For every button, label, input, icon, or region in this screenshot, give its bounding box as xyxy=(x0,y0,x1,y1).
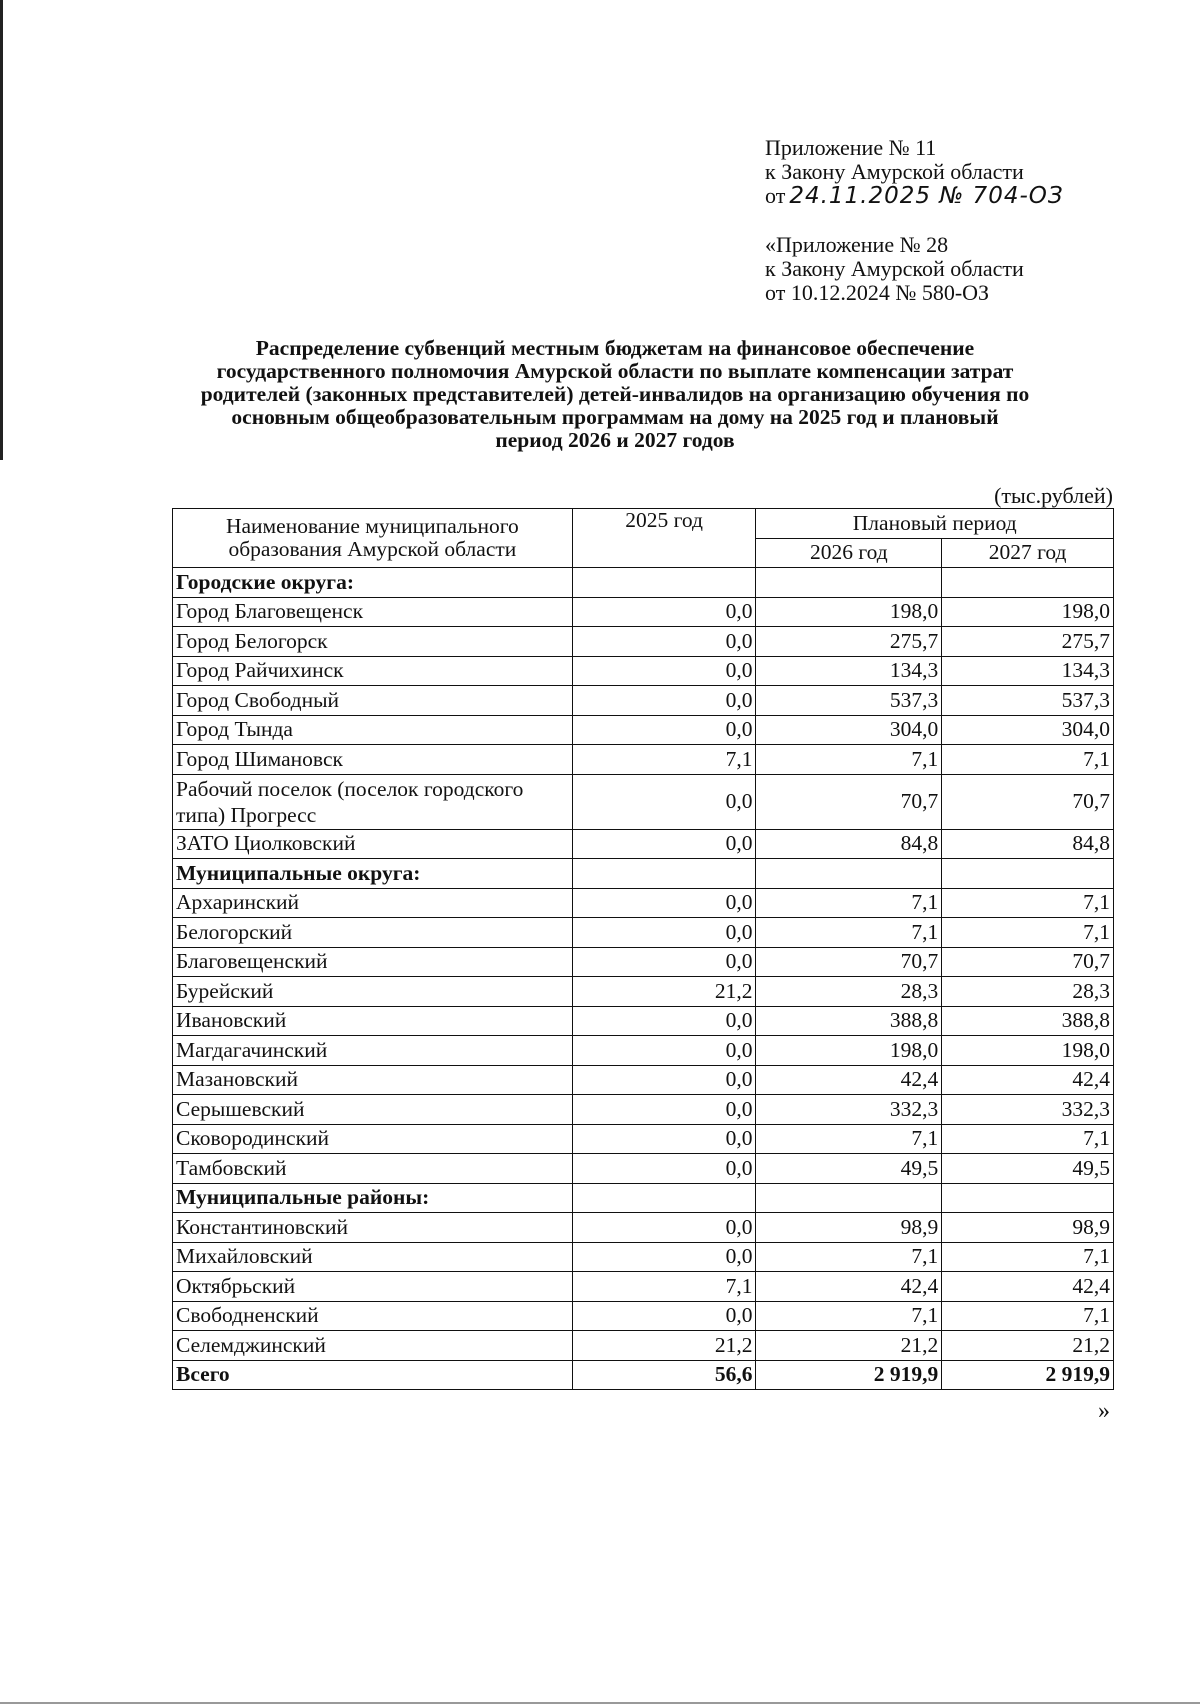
value-2025: 0,0 xyxy=(572,888,756,918)
section-row xyxy=(173,859,1114,889)
appendix-amended-law: к Закону Амурской области xyxy=(765,256,1024,281)
value-2025: 0,0 xyxy=(572,1065,756,1095)
units-label: (тыс.рублей) xyxy=(994,483,1113,508)
value-2027: 332,3 xyxy=(942,1095,1114,1125)
value-2025: 0,0 xyxy=(572,656,756,686)
municipality-name: Благовещенский xyxy=(173,947,573,977)
value-2027: 198,0 xyxy=(942,1036,1114,1066)
appendix-current-number: Приложение № 11 xyxy=(765,135,937,160)
value-2025: 0,0 xyxy=(572,1095,756,1125)
municipality-name: ЗАТО Циолковский xyxy=(173,829,573,859)
table-row xyxy=(173,656,1114,686)
table-row xyxy=(173,1095,1114,1125)
municipality-name: Магдагачинский xyxy=(173,1036,573,1066)
value-2027: 70,7 xyxy=(942,947,1114,977)
value-2026: 21,2 xyxy=(756,1331,942,1361)
title-line: Распределение субвенций местным бюджетам на финансовое обеспечение xyxy=(255,336,975,360)
appendix-current-law: к Закону Амурской области xyxy=(765,159,1024,184)
municipality-name: Михайловский xyxy=(173,1242,573,1272)
empty-cell xyxy=(572,859,756,889)
value-2025: 0,0 xyxy=(572,1301,756,1331)
municipality-name: Селемджинский xyxy=(173,1331,573,1361)
value-2027: 7,1 xyxy=(942,745,1114,775)
value-2027: 7,1 xyxy=(942,918,1114,948)
municipality-name: Бурейский xyxy=(173,977,573,1007)
total-2027: 2 919,9 xyxy=(942,1360,1114,1390)
value-2025: 7,1 xyxy=(572,1272,756,1302)
table-row xyxy=(173,745,1114,775)
value-2025: 0,0 xyxy=(572,1006,756,1036)
value-2026: 70,7 xyxy=(756,774,942,829)
header-municipality-line1: Наименование муниципального xyxy=(225,514,519,538)
value-2027: 275,7 xyxy=(942,627,1114,657)
table-row xyxy=(173,1242,1114,1272)
municipality-name: Город Тында xyxy=(173,715,573,745)
value-2026: 84,8 xyxy=(756,829,942,859)
section-title: Муниципальные районы: xyxy=(173,1183,573,1213)
value-2027: 49,5 xyxy=(942,1154,1114,1184)
value-2025: 0,0 xyxy=(572,627,756,657)
value-2027: 98,9 xyxy=(942,1213,1114,1243)
municipality-name: Город Райчихинск xyxy=(173,656,573,686)
municipality-name: Мазановский xyxy=(173,1065,573,1095)
empty-cell xyxy=(756,1183,942,1213)
appendix-current xyxy=(765,136,1064,208)
value-2026: 49,5 xyxy=(756,1154,942,1184)
value-2027: 42,4 xyxy=(942,1272,1114,1302)
value-2027: 7,1 xyxy=(942,888,1114,918)
total-2025: 56,6 xyxy=(572,1360,756,1390)
table-row xyxy=(173,1154,1114,1184)
header-planning-period: Плановый период xyxy=(756,509,1114,539)
empty-cell xyxy=(756,568,942,598)
empty-cell xyxy=(942,859,1114,889)
municipality-name: Сковородинский xyxy=(173,1124,573,1154)
table-row xyxy=(173,829,1114,859)
municipality-name: Тамбовский xyxy=(173,1154,573,1184)
value-2027: 198,0 xyxy=(942,597,1114,627)
municipality-name: Город Благовещенск xyxy=(173,597,573,627)
value-2026: 98,9 xyxy=(756,1213,942,1243)
table-row xyxy=(173,1006,1114,1036)
section-title: Муниципальные округа: xyxy=(173,859,573,889)
value-2027: 388,8 xyxy=(942,1006,1114,1036)
table-row xyxy=(173,1036,1114,1066)
title-line: государственного полномочия Амурской области по выплате компенсации затрат xyxy=(216,359,1014,383)
appendix-amended-number: «Приложение № 28 xyxy=(765,232,949,257)
table-row xyxy=(173,918,1114,948)
value-2025: 0,0 xyxy=(572,1124,756,1154)
municipality-name: Город Свободный xyxy=(173,686,573,716)
value-2026: 7,1 xyxy=(756,1242,942,1272)
municipality-name: Константиновский xyxy=(173,1213,573,1243)
table-row xyxy=(173,1301,1114,1331)
value-2027: 70,7 xyxy=(942,774,1114,829)
municipality-name: Октябрьский xyxy=(173,1272,573,1302)
value-2027: 28,3 xyxy=(942,977,1114,1007)
value-2026: 304,0 xyxy=(756,715,942,745)
table-row xyxy=(173,947,1114,977)
value-2026: 7,1 xyxy=(756,745,942,775)
header-municipality xyxy=(173,509,573,568)
value-2027: 42,4 xyxy=(942,1065,1114,1095)
table-header-row xyxy=(173,509,1114,539)
empty-cell xyxy=(572,568,756,598)
municipality-name: Город Шимановск xyxy=(173,745,573,775)
total-row xyxy=(173,1360,1114,1390)
value-2027: 7,1 xyxy=(942,1124,1114,1154)
table-row xyxy=(173,1065,1114,1095)
value-2027: 537,3 xyxy=(942,686,1114,716)
value-2027: 21,2 xyxy=(942,1331,1114,1361)
value-2025: 0,0 xyxy=(572,1036,756,1066)
value-2025: 0,0 xyxy=(572,918,756,948)
value-2026: 198,0 xyxy=(756,1036,942,1066)
municipality-name: Свободненский xyxy=(173,1301,573,1331)
empty-cell xyxy=(942,568,1114,598)
section-row xyxy=(173,1183,1114,1213)
value-2026: 198,0 xyxy=(756,597,942,627)
appendix-amended-date: от 10.12.2024 № 580-ОЗ xyxy=(765,280,990,305)
value-2026: 7,1 xyxy=(756,1124,942,1154)
scan-edge-bottom xyxy=(0,1702,1200,1704)
section-row xyxy=(173,568,1114,598)
closing-quote: » xyxy=(1098,1398,1110,1424)
appendix-amended xyxy=(765,233,1024,305)
value-2026: 134,3 xyxy=(756,656,942,686)
header-year-2025: 2025 год xyxy=(572,509,756,568)
table-row xyxy=(173,977,1114,1007)
municipality-name: Архаринский xyxy=(173,888,573,918)
header-year-2027: 2027 год xyxy=(942,538,1114,568)
appendix-current-date xyxy=(765,184,1064,208)
value-2025: 0,0 xyxy=(572,597,756,627)
section-title: Городские округа: xyxy=(173,568,573,598)
municipality-name: Белогорский xyxy=(173,918,573,948)
table-row xyxy=(173,1331,1114,1361)
value-2025: 0,0 xyxy=(572,774,756,829)
value-2027: 84,8 xyxy=(942,829,1114,859)
value-2026: 28,3 xyxy=(756,977,942,1007)
total-2026: 2 919,9 xyxy=(756,1360,942,1390)
value-2025: 0,0 xyxy=(572,829,756,859)
value-2025: 21,2 xyxy=(572,1331,756,1361)
table-row xyxy=(173,597,1114,627)
total-label: Всего xyxy=(173,1360,573,1390)
value-2026: 70,7 xyxy=(756,947,942,977)
title-line: период 2026 и 2027 годов xyxy=(495,428,735,452)
municipality-name: Ивановский xyxy=(173,1006,573,1036)
value-2027: 7,1 xyxy=(942,1301,1114,1331)
value-2026: 7,1 xyxy=(756,1301,942,1331)
empty-cell xyxy=(756,859,942,889)
table-row xyxy=(173,1213,1114,1243)
title-line: родителей (законных представителей) детей-инвалидов на организацию обучения по xyxy=(200,382,1030,406)
value-2027: 304,0 xyxy=(942,715,1114,745)
value-2025: 0,0 xyxy=(572,1154,756,1184)
value-2026: 42,4 xyxy=(756,1272,942,1302)
table-row xyxy=(173,686,1114,716)
title-line: основным общеобразовательным программам на дому на 2025 год и плановый xyxy=(231,405,999,429)
municipality-name: Город Белогорск xyxy=(173,627,573,657)
appendix-current-date-prefix: от xyxy=(765,183,786,208)
table-row xyxy=(173,1124,1114,1154)
table-row xyxy=(173,774,1114,829)
value-2025: 21,2 xyxy=(572,977,756,1007)
value-2025: 0,0 xyxy=(572,947,756,977)
table-row xyxy=(173,1272,1114,1302)
value-2027: 7,1 xyxy=(942,1242,1114,1272)
municipality-name: Рабочий поселок (поселок городского типа) Прогресс xyxy=(173,774,573,829)
value-2025: 0,0 xyxy=(572,715,756,745)
value-2027: 134,3 xyxy=(942,656,1114,686)
empty-cell xyxy=(572,1183,756,1213)
value-2026: 42,4 xyxy=(756,1065,942,1095)
header-year-2026: 2026 год xyxy=(756,538,942,568)
value-2025: 0,0 xyxy=(572,1213,756,1243)
handwritten-date-number: 24.11.2025 № 704-ОЗ xyxy=(789,183,1064,209)
value-2026: 7,1 xyxy=(756,888,942,918)
value-2025: 0,0 xyxy=(572,686,756,716)
header-municipality-line2: образования Амурской области xyxy=(228,537,517,561)
value-2026: 275,7 xyxy=(756,627,942,657)
subvention-table xyxy=(172,508,1114,1390)
municipality-name: Серышевский xyxy=(173,1095,573,1125)
value-2026: 332,3 xyxy=(756,1095,942,1125)
value-2026: 7,1 xyxy=(756,918,942,948)
document-title xyxy=(160,337,1070,452)
value-2026: 537,3 xyxy=(756,686,942,716)
table-row xyxy=(173,715,1114,745)
empty-cell xyxy=(942,1183,1114,1213)
value-2025: 7,1 xyxy=(572,745,756,775)
scan-edge-left xyxy=(0,0,3,460)
value-2026: 388,8 xyxy=(756,1006,942,1036)
table-row xyxy=(173,627,1114,657)
value-2025: 0,0 xyxy=(572,1242,756,1272)
table-row xyxy=(173,888,1114,918)
